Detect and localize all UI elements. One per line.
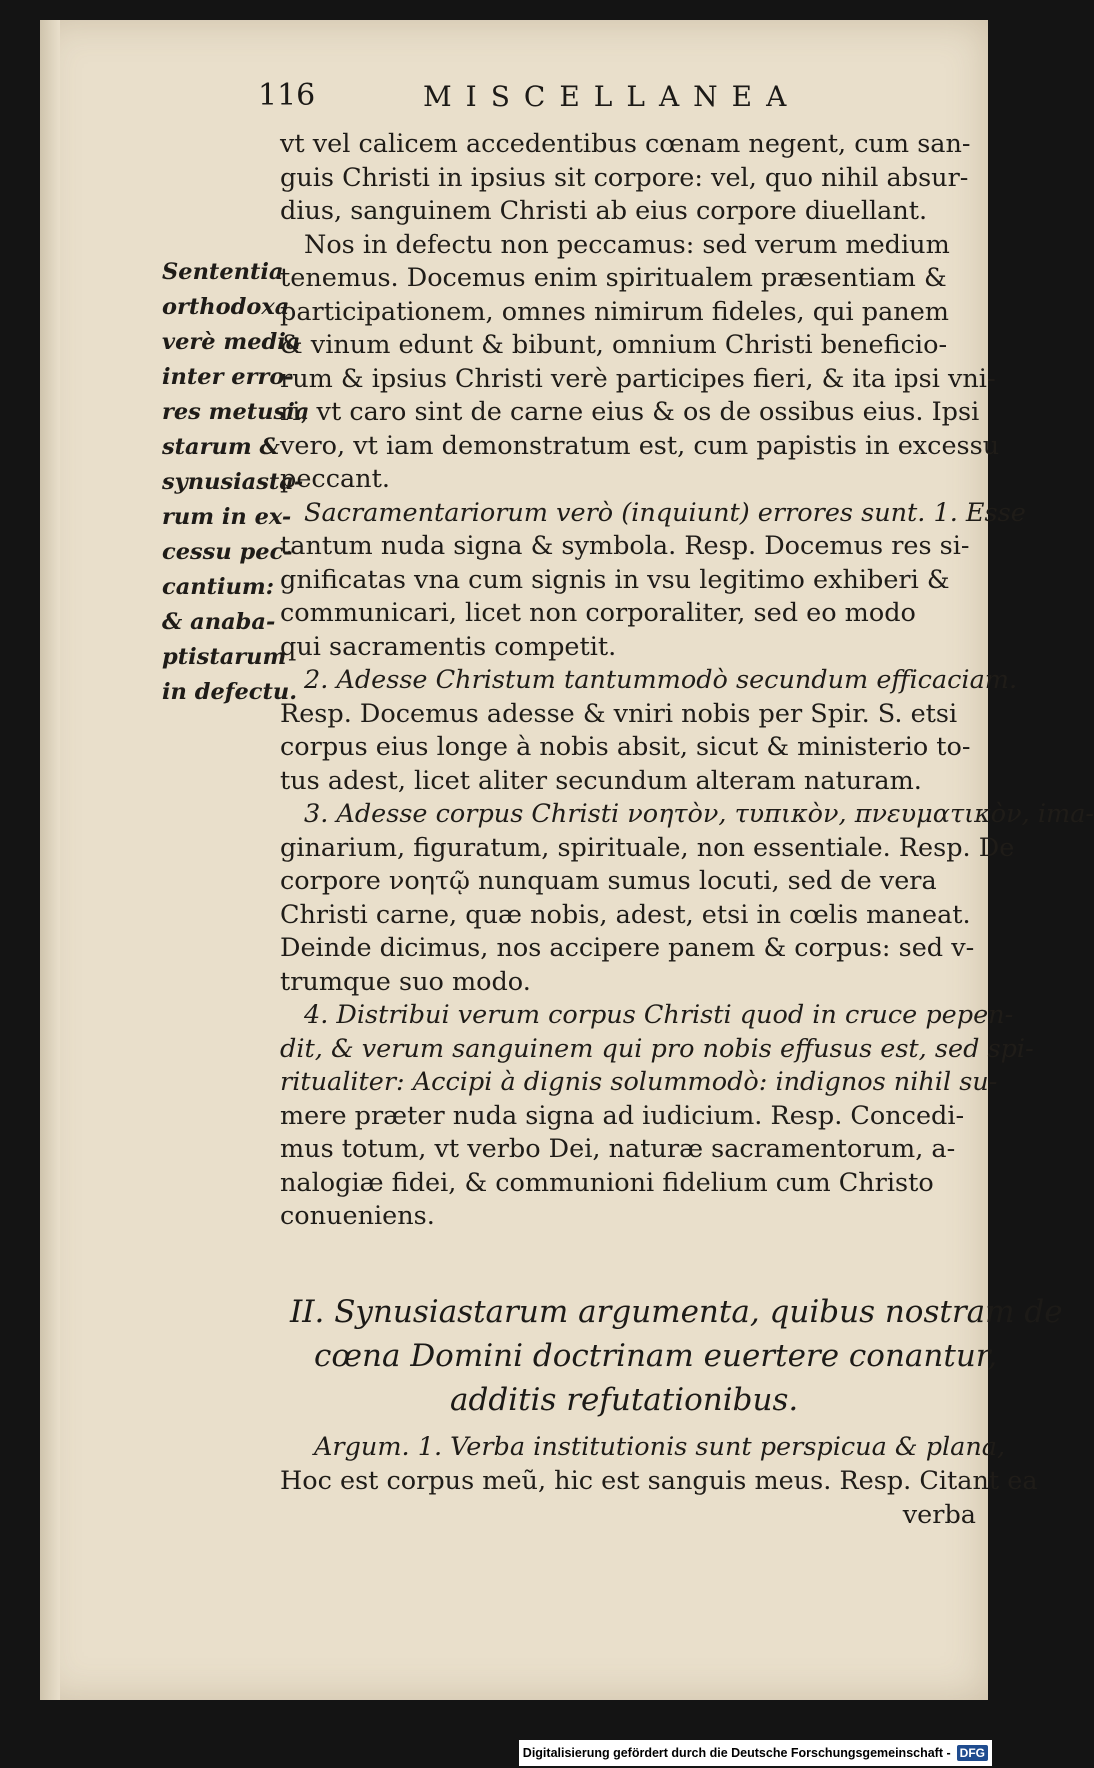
text-line: tantum nuda signa & symbola. Resp. Docemus res si-: [280, 531, 970, 561]
text-line: 4. Distribui verum corpus Christi quod in cruce pepen-: [304, 1000, 1014, 1030]
marginal-line: cessu pec-: [162, 539, 293, 565]
text-line: peccant.: [280, 464, 390, 494]
text-line: participationem, omnes nimirum fideles, qui panem: [280, 296, 949, 327]
catchword: verba: [902, 1500, 976, 1530]
text-line: rum & ipsius Christi verè participes fieri, & ita ipsi vni-: [280, 363, 996, 394]
text-line: 3. Adesse corpus Christi νοητὸν, τυπικὸν, πνευματικὸν, ima-: [304, 799, 1094, 829]
marginal-line: cantium:: [162, 574, 275, 600]
text-line: dius, sanguinem Christi ab eius corpore diuellant.: [280, 196, 928, 226]
marginal-line: verè media: [162, 329, 301, 355]
text-line: corpus eius longe à nobis absit, sicut & ministerio to-: [280, 732, 971, 762]
marginal-line: orthodoxa: [162, 294, 290, 320]
text-line: mere præter nuda signa ad iudicium. Resp. Concedi-: [280, 1100, 965, 1131]
dfg-logo-icon: DFG: [957, 1745, 988, 1761]
page-header: [258, 78, 818, 120]
heading-line: additis refutationibus.: [450, 1382, 799, 1418]
text-line: gnificatas vna cum signis in vsu legitimo exhiberi &: [280, 564, 950, 595]
text-line: guis Christi in ipsius sit corpore: vel, quo nihil absur-: [280, 162, 969, 193]
text-line: tus adest, licet aliter secundum alteram naturam.: [280, 765, 922, 796]
page-gutter: [40, 20, 60, 1700]
funding-notice: Digitalisierung gefördert durch die Deutsche Forschungsgemeinschaft -: [522, 1746, 951, 1760]
text-line: corpore νοητῷ nunquam sumus locuti, sed de vera: [280, 866, 937, 896]
section-heading: [290, 1290, 1063, 1422]
text-line: trumque suo modo.: [280, 966, 531, 997]
digitization-footer: [519, 1740, 992, 1766]
text-line: ri, vt caro sint de carne eius & os de ossibus eius. Ipsi: [280, 397, 980, 427]
marginal-line: Sententia: [162, 259, 284, 285]
text-line: 2. Adesse Christum tantummodò secundum efficaciam.: [304, 665, 1018, 695]
heading-line: II. Synusiastarum argumenta, quibus nostram de: [290, 1294, 1063, 1330]
marginal-line: in defectu.: [162, 679, 298, 705]
marginal-line: starum &: [162, 434, 280, 460]
text-line: nalogiæ fidei, & communioni fidelium cum Christo: [280, 1167, 934, 1198]
text-line: conueniens.: [280, 1201, 435, 1231]
running-title: MISCELLANEA: [423, 80, 801, 113]
marginal-line: ptistarum: [162, 644, 287, 670]
text-line: Nos in defectu non peccamus: sed verum medium: [304, 229, 950, 260]
marginal-line: synusiasta-: [162, 469, 304, 495]
text-line: Hoc est corpus meũ, hic est sanguis meus. Resp. Citant ea: [280, 1466, 1038, 1496]
heading-line: cœna Domini doctrinam euertere conantur,: [314, 1338, 998, 1374]
marginal-line: res metusia: [162, 399, 310, 425]
text-line: ritualiter: Accipi à dignis solummodò: indignos nihil su-: [280, 1067, 998, 1097]
text-line: mus totum, vt verbo Dei, naturæ sacramentorum, a-: [280, 1134, 956, 1164]
text-line: & vinum edunt & bibunt, omnium Christi beneficio-: [280, 330, 948, 360]
text-line: qui sacramentis competit.: [280, 631, 617, 662]
argument-text: [280, 1430, 1038, 1532]
text-line: Sacramentariorum verò (inquiunt) errores sunt. 1. Esse: [304, 497, 1026, 528]
main-text: [280, 128, 1094, 1234]
text-line: tenemus. Docemus enim spiritualem præsentiam &: [280, 263, 947, 293]
text-line: Deinde dicimus, nos accipere panem & corpus: sed v-: [280, 933, 975, 963]
text-line: vt vel calicem accedentibus cœnam negent, cum san-: [280, 129, 971, 159]
text-line: communicari, licet non corporaliter, sed eo modo: [280, 598, 916, 628]
text-line: Christi carne, quæ nobis, adest, etsi in cœlis maneat.: [280, 899, 971, 930]
marginal-line: & anaba-: [162, 609, 276, 635]
text-line: ginarium, figuratum, spirituale, non essentiale. Resp. De: [280, 832, 1015, 863]
text-line: Resp. Docemus adesse & vniri nobis per Spir. S. etsi: [280, 698, 958, 729]
text-line: dit, & verum sanguinem qui pro nobis effusus est, sed spi-: [280, 1033, 1034, 1064]
marginal-line: rum in ex-: [162, 504, 292, 530]
text-line: Argum. 1. Verba institutionis sunt perspicua & plana,: [314, 1432, 1006, 1462]
text-line: vero, vt iam demonstratum est, cum papistis in excessu: [280, 430, 1000, 461]
page-number: 116: [258, 78, 316, 113]
marginal-line: inter erro-: [162, 364, 294, 390]
